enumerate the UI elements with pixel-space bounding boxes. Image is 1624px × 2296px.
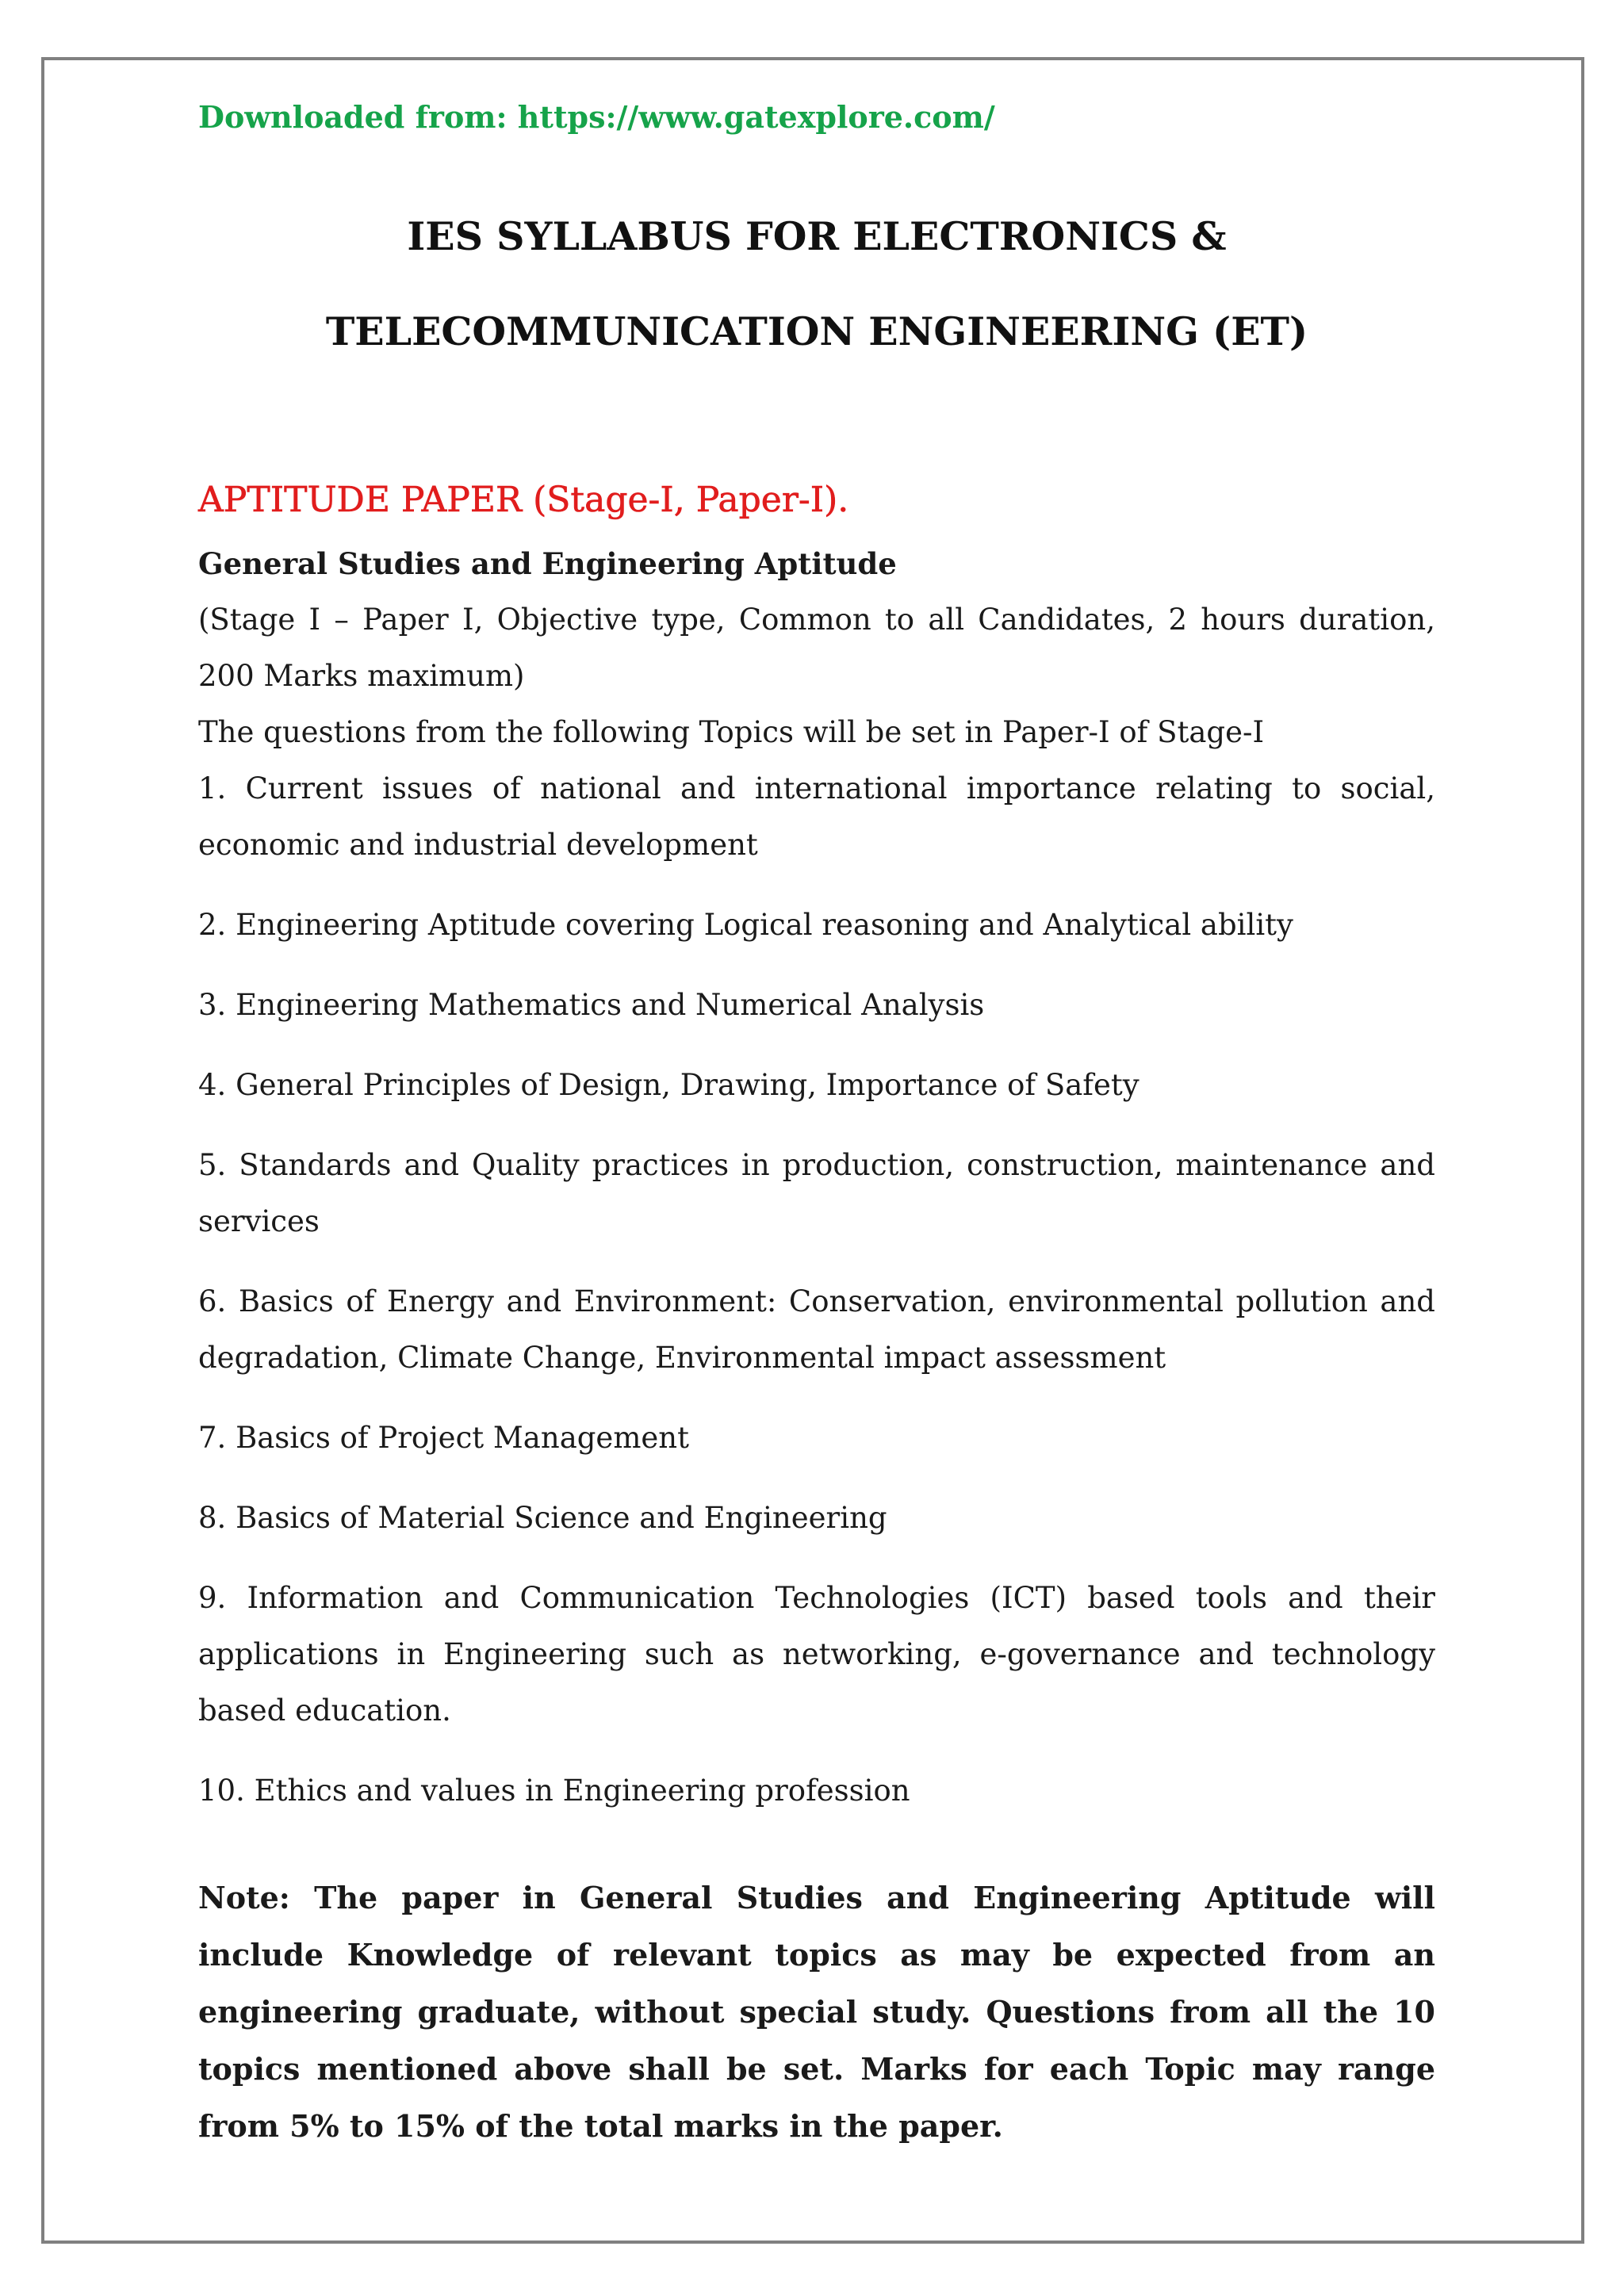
title-line-2: TELECOMMUNICATION ENGINEERING (ET): [325, 308, 1308, 354]
page-title: [198, 189, 1435, 379]
list-item: 7. Basics of Project Management: [198, 1421, 690, 1455]
list-item: 9. Information and Communication Technologies (ICT) based tools and their applications in Engineering such as networking, e-governance and technology based education.: [198, 1581, 1435, 1728]
section-subheading: General Studies and Engineering Aptitude: [198, 546, 897, 581]
list-item: 5. Standards and Quality practices in production, construction, maintenance and services: [198, 1148, 1435, 1238]
list-item: 1. Current issues of national and international importance relating to social, economic and industrial development: [198, 771, 1435, 862]
topics-intro: The questions from the following Topics will be set in Paper-I of Stage-I: [198, 715, 1265, 749]
title-line-1: IES SYLLABUS FOR ELECTRONICS &: [407, 213, 1227, 259]
list-item: 8. Basics of Material Science and Engineering: [198, 1501, 887, 1535]
list-item: 10. Ethics and values in Engineering profession: [198, 1774, 910, 1808]
note-paragraph: Note: The paper in General Studies and Engineering Aptitude will include Knowledge of relevant topics as may be expected from an engineering graduate, without special study. Questions from all the 10 topics mentioned above shall be set. Marks for each Topic may range from 5% to 15% of the total marks in the paper.: [198, 1880, 1435, 2144]
topic-list: [198, 760, 1435, 1819]
document-body: [198, 94, 1435, 2155]
paper-details: (Stage I – Paper I, Objective type, Common to all Candidates, 2 hours duration, 200 Marks maximum): [198, 603, 1435, 693]
download-source-link[interactable]: Downloaded from: https://www.gatexplore.com/: [198, 99, 995, 135]
section-heading: APTITUDE PAPER (Stage-I, Paper-I).: [198, 480, 849, 520]
list-item: 4. General Principles of Design, Drawing, Importance of Safety: [198, 1068, 1139, 1102]
list-item: 6. Basics of Energy and Environment: Conservation, environmental pollution and degradation, Climate Change, Environmental impact assessment: [198, 1284, 1435, 1375]
list-item: 3. Engineering Mathematics and Numerical Analysis: [198, 988, 985, 1022]
list-item: 2. Engineering Aptitude covering Logical reasoning and Analytical ability: [198, 908, 1293, 942]
